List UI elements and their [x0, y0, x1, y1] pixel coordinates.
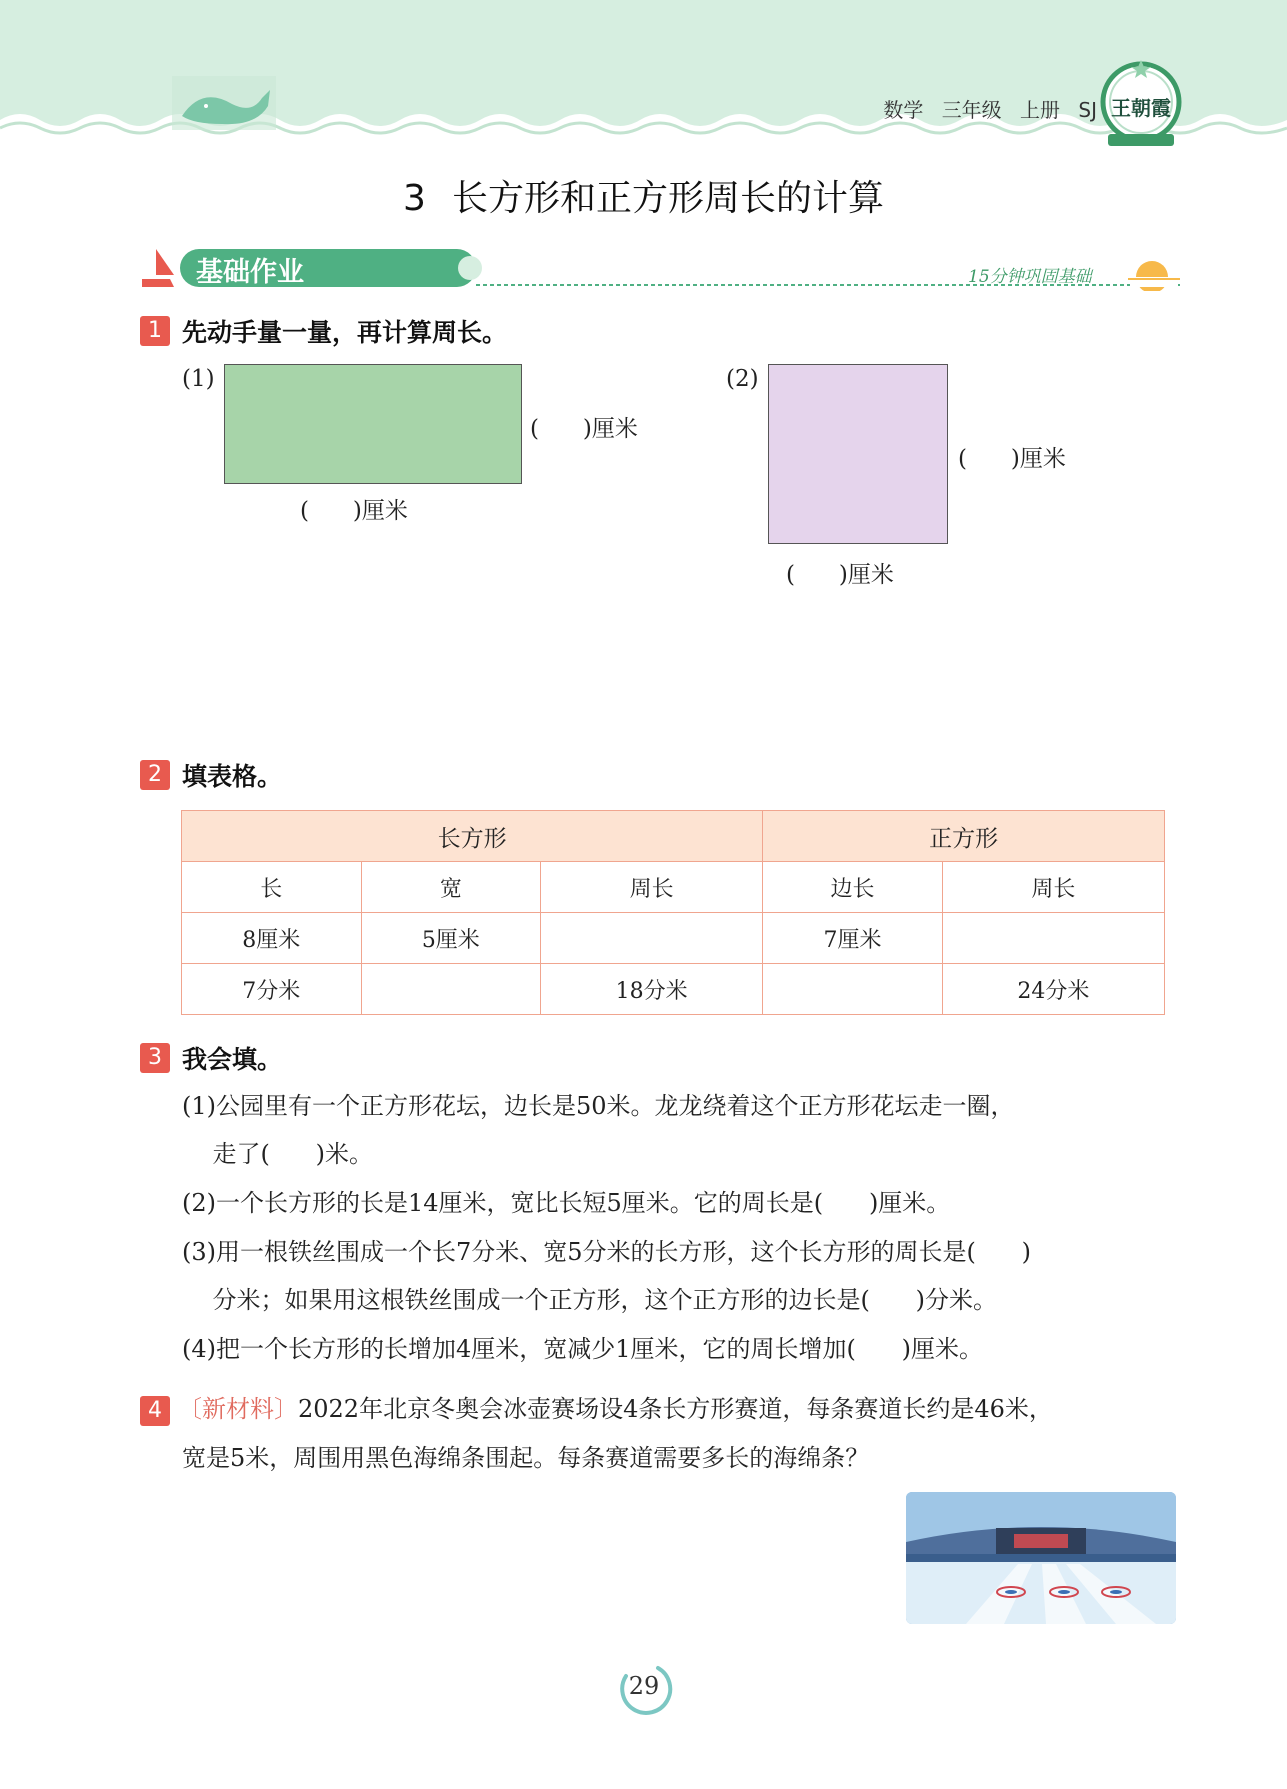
table-cell: 24分米: [942, 964, 1164, 1015]
page-number: 29: [628, 1672, 660, 1700]
table-column-header-row: [182, 862, 1165, 913]
column-header: 周长: [541, 862, 763, 913]
question-4-line-1: [178, 1385, 1178, 1433]
question-3-line: (4)把一个长方形的长增加4厘米，宽减少1厘米，它的周长增加( )厘米。: [182, 1335, 984, 1363]
brand-badge-text: 王朝霞: [1111, 96, 1171, 120]
table-row: [182, 913, 1165, 964]
question-title-3: 我会填。: [182, 1045, 283, 1074]
figure-label-2: (2): [726, 366, 759, 392]
square-side-answer: ( )厘米: [958, 446, 1066, 472]
rectangle-figure: [224, 364, 522, 484]
question-title-1: 先动手量一量，再计算周长。: [182, 318, 508, 347]
table-cell: 7分米: [182, 964, 362, 1015]
whale-icon: [172, 76, 276, 130]
new-material-tag: 〔新材料〕: [178, 1395, 298, 1423]
group-header-rectangle: 长方形: [182, 811, 763, 862]
section-label: 基础作业: [196, 257, 304, 288]
question-number-4: 4: [140, 1396, 170, 1426]
table-group-header-row: [182, 811, 1165, 862]
square-bottom-answer: ( )厘米: [786, 562, 894, 588]
header-grade: 三年级: [941, 98, 1002, 122]
lesson-title: 长方形和正方形周长的计算: [451, 178, 884, 219]
figure-label-1: (1): [182, 366, 215, 392]
question-3-line: (1)公园里有一个正方形花坛，边长是50米。龙龙绕着这个正方形花坛走一圈，: [182, 1092, 1015, 1120]
section-tag: 15分钟巩固基础: [968, 267, 1092, 287]
question-3-line: 分米；如果用这根铁丝围成一个正方形，这个正方形的边长是( )分米。: [182, 1286, 998, 1314]
table-cell-blank[interactable]: [942, 913, 1164, 964]
question-number-3: 3: [140, 1043, 170, 1073]
table-cell: 7厘米: [763, 913, 943, 964]
question-4-text-1: 2022年北京冬奥会冰壶赛场设4条长方形赛道，每条赛道长约是46米，: [298, 1395, 1053, 1423]
table-cell-blank[interactable]: [361, 964, 541, 1015]
table-cell-blank[interactable]: [763, 964, 943, 1015]
table-cell: 5厘米: [361, 913, 541, 964]
header-meta: [883, 94, 1097, 123]
question-4-line-2: 宽是5米，周围用黑色海绵条围起。每条赛道需要多长的海绵条？: [182, 1444, 870, 1472]
page-title: [0, 170, 1287, 221]
header-subject: 数学: [883, 98, 924, 122]
table-cell: 18分米: [541, 964, 763, 1015]
question-number-2: 2: [140, 760, 170, 790]
column-header: 宽: [361, 862, 541, 913]
rectangle-width-answer: ( )厘米: [530, 416, 638, 442]
header-volume: 上册: [1020, 98, 1061, 122]
table-row: [182, 964, 1165, 1015]
curling-venue-photo: [906, 1492, 1176, 1624]
table-cell: 8厘米: [182, 913, 362, 964]
column-header: 周长: [942, 862, 1164, 913]
column-header: 边长: [763, 862, 943, 913]
question-number-1: 1: [140, 316, 170, 346]
perimeter-table: [181, 810, 1165, 1015]
square-figure: [768, 364, 948, 544]
rectangle-length-answer: ( )厘米: [300, 498, 408, 524]
column-header: 长: [182, 862, 362, 913]
lesson-number: 3: [403, 178, 426, 219]
question-3-line: (3)用一根铁丝围成一个长7分米、宽5分米的长方形，这个长方形的周长是( ): [182, 1238, 1032, 1266]
group-header-square: 正方形: [763, 811, 1165, 862]
question-title-2: 填表格。: [182, 762, 283, 791]
header-edition: SJ: [1078, 98, 1097, 122]
question-3-line: (2)一个长方形的长是14厘米，宽比长短5厘米。它的周长是( )厘米。: [182, 1189, 951, 1217]
table-cell-blank[interactable]: [541, 913, 763, 964]
question-3-line: 走了( )米。: [182, 1140, 374, 1168]
